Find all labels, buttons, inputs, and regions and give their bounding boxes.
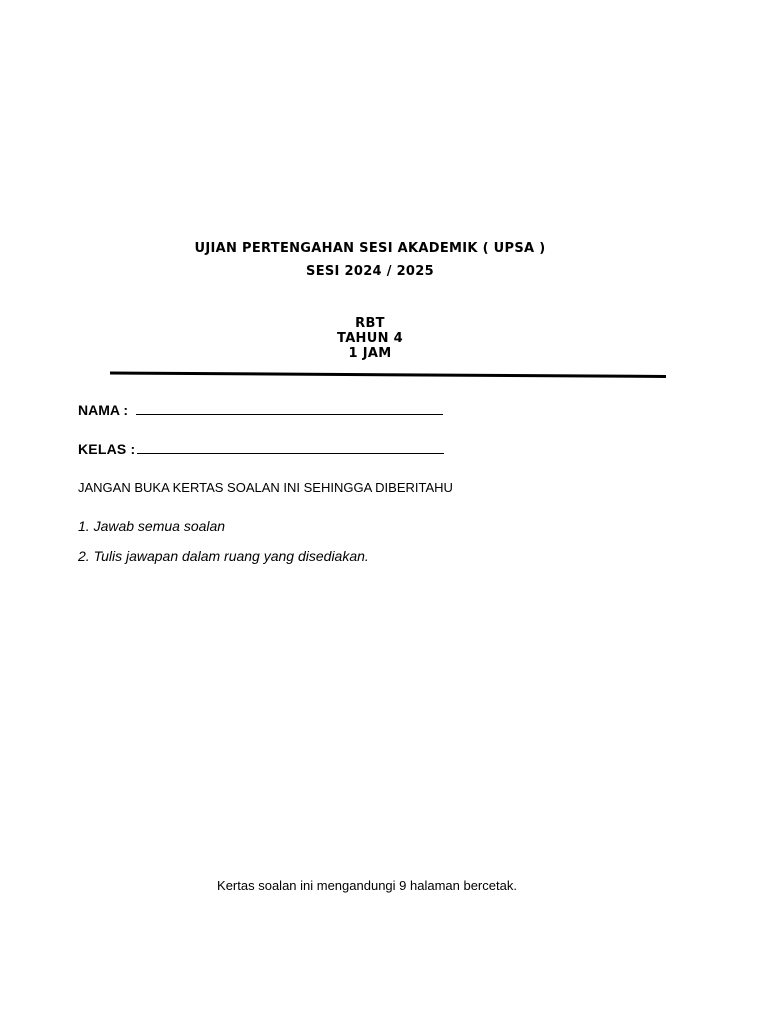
header-divider-rule <box>110 370 666 378</box>
name-field[interactable] <box>78 400 443 418</box>
instruction-item: 1. Jawab semua soalan <box>78 518 226 534</box>
exam-subject: RBT <box>355 316 385 331</box>
class-field[interactable] <box>78 439 444 457</box>
class-label: KELAS : <box>78 441 136 457</box>
do-not-open-notice: JANGAN BUKA KERTAS SOALAN INI SEHINGGA DIBERITAHU <box>78 480 453 495</box>
name-blank-line[interactable] <box>136 400 443 415</box>
exam-session: SESI 2024 / 2025 <box>306 264 434 279</box>
page-count-note: Kertas soalan ini mengandungi 9 halaman bercetak. <box>217 878 517 893</box>
exam-duration: 1 JAM <box>348 346 392 361</box>
instruction-item: 2. Tulis jawapan dalam ruang yang disediakan. <box>78 548 369 564</box>
class-blank-line[interactable] <box>137 439 444 454</box>
exam-title: UJIAN PERTENGAHAN SESI AKADEMIK ( UPSA ) <box>194 241 546 256</box>
name-label: NAMA : <box>78 402 132 418</box>
exam-year: TAHUN 4 <box>337 331 403 346</box>
